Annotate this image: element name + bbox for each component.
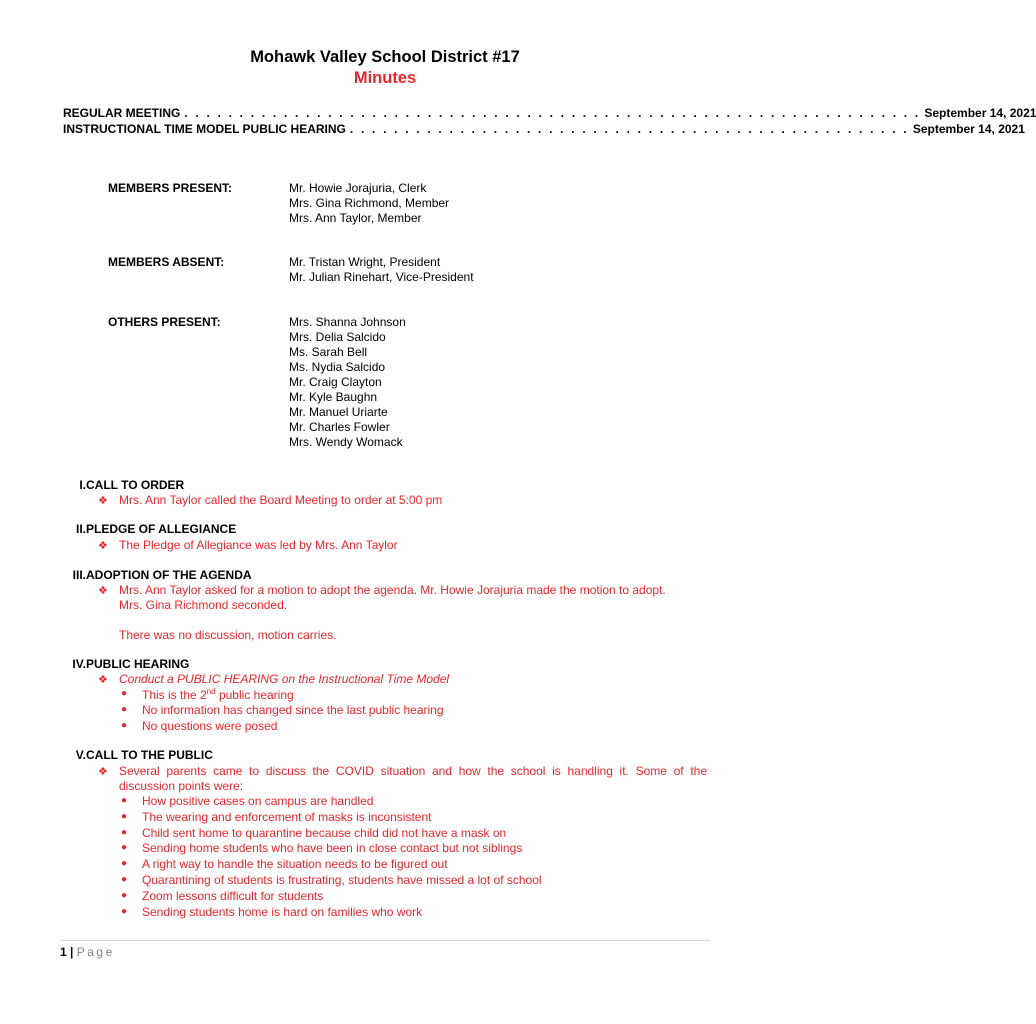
members-present-label: MEMBERS PRESENT: [108,181,233,195]
section-item-line: discussion points were: [119,779,244,793]
document-subtitle: Minutes [353,69,417,87]
page-word: Page [76,945,115,959]
page-footer [60,945,115,959]
attendee-name: Mrs. Wendy Womack [289,435,403,449]
list-item [142,687,294,702]
diamond-bullet-icon: ❖ [98,674,108,686]
bullet-dot-icon: ● [121,858,128,869]
diamond-bullet-icon: ❖ [98,495,108,507]
section-title: CALL TO THE PUBLIC [86,748,213,762]
bullet-dot-icon: ● [121,874,128,885]
section-title: ADOPTION OF THE AGENDA [86,568,252,582]
attendee-name: Mr. Kyle Baughn [289,390,378,404]
section-number: I. [79,478,86,492]
page-separator: | [70,945,74,959]
meeting-label: INSTRUCTIONAL TIME MODEL PUBLIC HEARING [63,122,346,136]
list-item: Zoom lessons difficult for students [142,889,324,903]
document-title: Mohawk Valley School District #17 [250,48,520,66]
list-item: No questions were posed [142,719,278,733]
list-item: How positive cases on campus are handled [142,794,374,808]
section-heading-pledge [75,522,237,536]
list-item: Sending students home is hard on families who work [142,905,423,919]
bullet-dot-icon: ● [121,688,128,699]
bullet-dot-icon: ● [121,811,128,822]
bullet-dot-icon: ● [121,842,128,853]
bullet-dot-icon: ● [121,890,128,901]
bullet-dot-icon: ● [121,720,128,731]
section-title: PUBLIC HEARING [86,657,190,671]
section-title: PLEDGE OF ALLEGIANCE [86,522,237,536]
list-item: No information has changed since the last public hearing [142,703,444,717]
section-number: IV. [72,657,86,671]
meeting-line-hearing [63,122,1025,136]
section-number: III. [72,568,86,582]
others-present-list [289,315,406,450]
section-item-line: Mrs. Gina Richmond seconded. [119,598,288,612]
leader-dots: . . . . . . . . . . . . . . . . . . . . . . . . . . . . . . . . . . . . . . . . . . . . . . . . . . . . . . . . . . . . . . . . . . . [184,106,921,120]
members-absent-list [289,255,474,285]
attendee-name: Mrs. Shanna Johnson [289,315,406,329]
attendee-name: Mrs. Delia Salcido [289,330,386,344]
bullet-dot-icon: ● [121,795,128,806]
attendee-name: Mr. Craig Clayton [289,375,382,389]
others-present-label: OTHERS PRESENT: [108,315,221,329]
list-item: The wearing and enforcement of masks is inconsistent [142,810,432,824]
section-item: The Pledge of Allegiance was led by Mrs. Ann Taylor [119,538,398,552]
section-title: CALL TO ORDER [86,478,185,492]
page-number: 1 [60,945,67,959]
section-item-line: Mrs. Ann Taylor asked for a motion to adopt the agenda. Mr. Howie Jorajuria made the motion to adopt. [119,583,666,597]
section-item-line: Several parents came to discuss the COVID situation and how the school is handling it. Some of the [119,764,707,778]
meeting-date: September 14, 2021 [912,122,1025,136]
section-item: Mrs. Ann Taylor called the Board Meeting to order at 5:00 pm [119,493,443,507]
meeting-date: September 14, 2021 [924,106,1036,120]
section-heading-public-hearing [72,657,190,671]
member-name: Mrs. Gina Richmond, Member [289,196,450,210]
section-note: There was no discussion, motion carries. [119,628,337,642]
list-item-text: public hearing [215,688,294,702]
member-name: Mr. Howie Jorajuria, Clerk [289,181,427,195]
bullet-dot-icon: ● [121,827,128,838]
footer-divider [60,940,710,941]
superscript: nd [206,687,216,696]
member-name: Mr. Julian Rinehart, Vice-President [289,270,474,284]
section-number: V. [75,748,86,762]
attendee-name: Ms. Nydia Salcido [289,360,386,374]
bullet-dot-icon: ● [121,906,128,917]
attendee-name: Ms. Sarah Bell [289,345,368,359]
section-item: Conduct a PUBLIC HEARING on the Instructional Time Model [119,672,450,686]
section-heading-call-to-public [75,748,213,762]
members-absent-label: MEMBERS ABSENT: [108,255,225,269]
members-present-list [289,181,449,226]
list-item-text: This is the 2 [142,688,207,702]
meeting-line-regular [63,106,1036,120]
section-heading-call-to-order [79,478,185,492]
member-name: Mrs. Ann Taylor, Member [289,211,422,225]
attendee-name: Mr. Charles Fowler [289,420,390,434]
meeting-label: REGULAR MEETING [63,106,181,120]
list-item: Sending home students who have been in close contact but not siblings [142,841,523,855]
diamond-bullet-icon: ❖ [98,766,108,778]
diamond-bullet-icon: ❖ [98,585,108,597]
list-item: A right way to handle the situation needs to be figured out [142,857,448,871]
list-item: Quarantining of students is frustrating, students have missed a lot of school [142,873,542,887]
list-item: Child sent home to quarantine because child did not have a mask on [142,826,507,840]
section-number: II. [75,522,86,536]
leader-dots: . . . . . . . . . . . . . . . . . . . . . . . . . . . . . . . . . . . . . . . . . . . . . . . . . . . [349,122,909,136]
bullet-dot-icon: ● [121,704,128,715]
member-name: Mr. Tristan Wright, President [289,255,441,269]
attendee-name: Mr. Manuel Uriarte [289,405,388,419]
section-heading-adoption-agenda [72,568,252,582]
diamond-bullet-icon: ❖ [98,540,108,552]
